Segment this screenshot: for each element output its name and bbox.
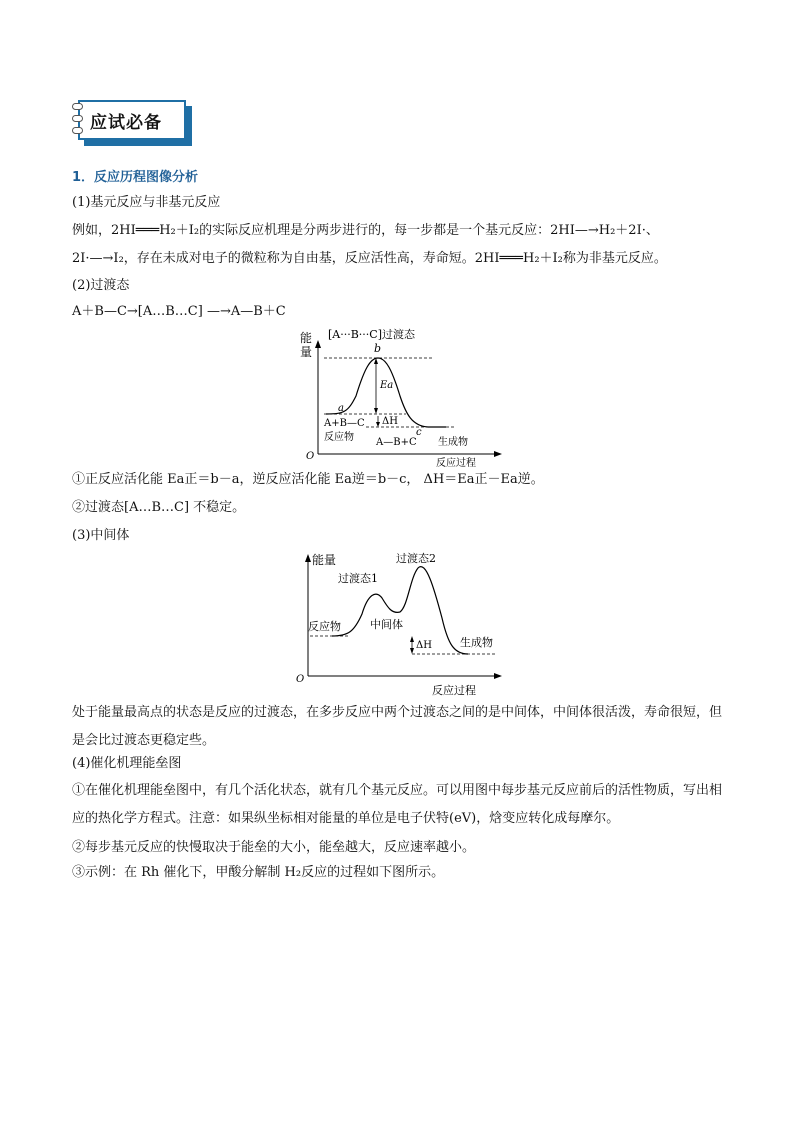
fig1-ylabel-bottom: 量 <box>300 345 313 359</box>
fig1-c-label: c <box>416 427 422 438</box>
fig1-reactant: A+B—C <box>324 418 365 429</box>
sub3-paragraph: 处于能量最高点的状态是反应的过渡态，在多步反应中两个过渡态之间的是中间体，中间体很活泼，寿命很短，但是会比过渡态更稳定些。 <box>72 705 723 748</box>
fig1-ea-label: Ea <box>380 380 394 391</box>
sub4-p3: ③示例：在 Rh 催化下，甲酸分解制 H₂反应的过程如下图所示。 <box>72 865 445 880</box>
fig1-product-name: 生成物 <box>438 437 468 448</box>
fig2-ts2: 过渡态2 <box>396 552 436 565</box>
fig1-ts-label: [A···B···C]过渡态 <box>328 328 416 341</box>
sub1-heading: (1)基元反应与非基元反应 <box>72 195 221 210</box>
fig2-intermediate: 中间体 <box>370 618 403 631</box>
sub4-p1: ①在催化机理能垒图中，有几个活化状态，就有几个基元反应。可以用图中每步基元反应前后的活性物质，写出相应的热化学方程式。注意：如果纵坐标相对能量的单位是电子伏特(eV)，焓变应转化成每摩尔。 <box>72 783 723 826</box>
sub4-heading: (4)催化机理能垒图 <box>72 756 182 771</box>
fig2-origin: O <box>296 674 305 685</box>
sub1-line2: 2I·—→I₂，存在未成对电子的微粒称为自由基，反应活性高，寿命短。2HI═══H₂＋I₂称为非基元反应。 <box>72 251 667 266</box>
sub3-heading: (3)中间体 <box>72 528 130 543</box>
transition-state-diagram <box>296 326 506 468</box>
fig2-ts1: 过渡态1 <box>338 572 378 585</box>
fig1-a-label: a <box>338 403 344 414</box>
fig1-product: A—B+C <box>376 437 417 448</box>
sub2-heading: (2)过渡态 <box>72 278 130 293</box>
section-badge <box>76 100 194 148</box>
sub4-p2: ②每步基元反应的快慢取决于能垒的大小，能垒越大，反应速率越小。 <box>72 840 476 855</box>
fig1-xlabel: 反应过程 <box>436 458 476 468</box>
sub2-note2: ②过渡态[A…B…C] 不稳定。 <box>72 500 246 515</box>
fig2-product: 生成物 <box>460 636 493 649</box>
section-title: 1．反应历程图像分析 <box>72 170 199 185</box>
fig1-dh-label: ΔH <box>382 416 398 427</box>
notebook-rings-icon <box>72 103 86 139</box>
fig2-reactant: 反应物 <box>308 620 341 633</box>
intermediate-diagram <box>292 548 506 698</box>
fig1-reactant-name: 反应物 <box>324 432 354 443</box>
fig2-ylabel: 能量 <box>312 553 337 567</box>
fig2-dh: ΔH <box>416 640 432 651</box>
fig1-b-label: b <box>374 342 382 355</box>
fig2-xlabel: 反应过程 <box>432 684 476 697</box>
sub1-line1: 例如，2HI═══H₂＋I₂的实际反应机理是分两步进行的，每一步都是一个基元反应：2HI—→H₂＋2I·、 <box>72 223 659 238</box>
fig1-origin: O <box>306 451 315 462</box>
badge-label: 应试必备 <box>90 113 162 133</box>
sub2-note1: ①正反应活化能 Ea正＝b－a，逆反应活化能 Ea逆＝b－c， ΔH＝Ea正－Ea逆。 <box>72 472 544 487</box>
fig1-ylabel-top: 能 <box>300 331 313 345</box>
sub2-equation: A＋B—C→[A…B…C] —→A—B＋C <box>72 304 286 319</box>
